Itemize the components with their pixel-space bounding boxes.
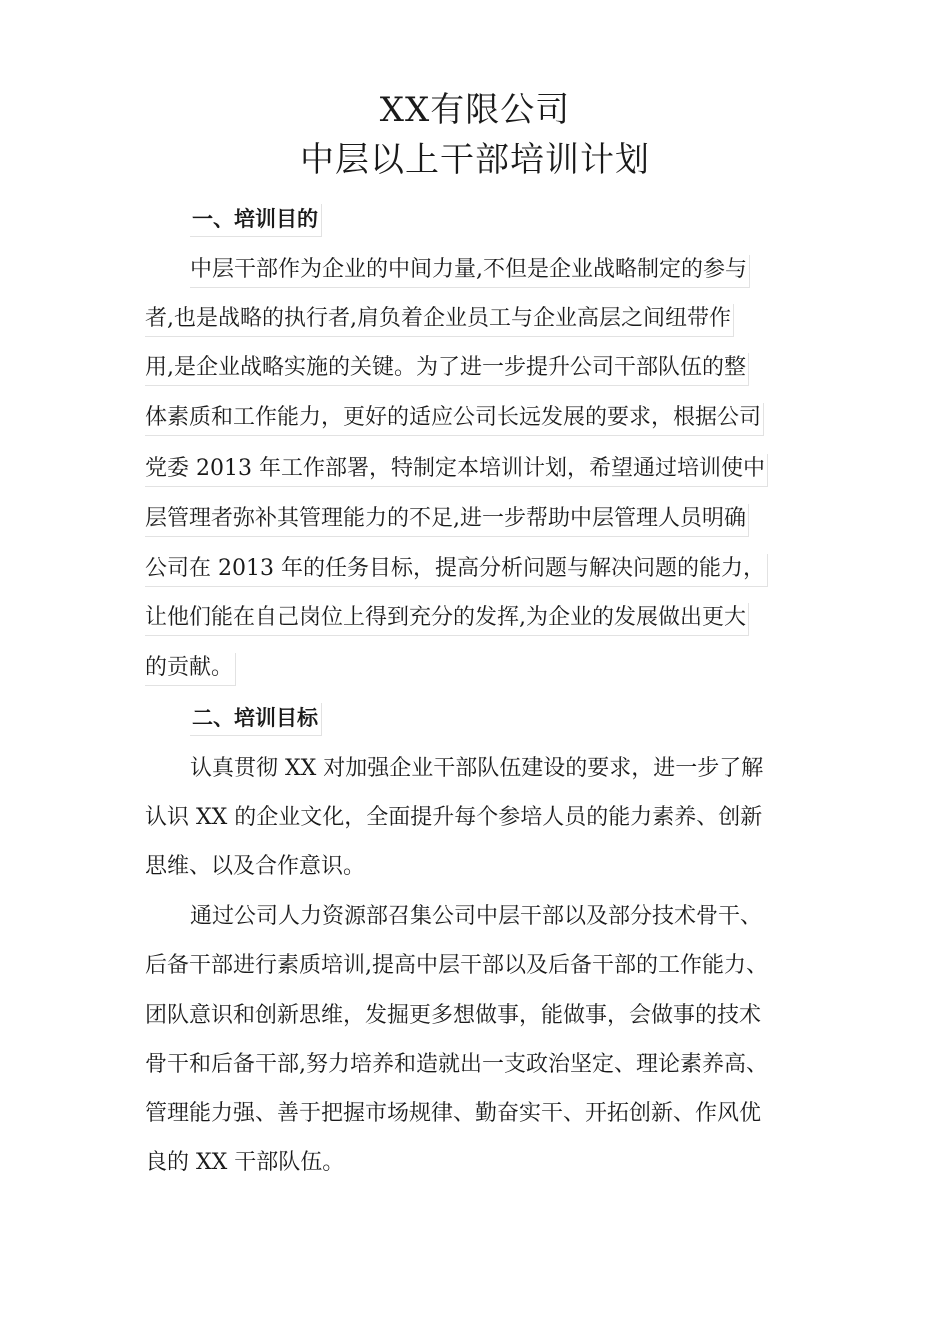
document-title-company: XX有限公司	[379, 90, 571, 130]
section-heading-goals: 二、培训目标	[190, 703, 322, 736]
paragraph-line: 的贡献。	[145, 653, 236, 686]
paragraph-line: 者,也是战略的执行者,肩负着企业员工与企业高层之间纽带作	[145, 304, 734, 337]
paragraph-line: 认真贯彻 XX 对加强企业干部队伍建设的要求，进一步了解	[190, 756, 764, 781]
paragraph-line: 团队意识和创新思维，发掘更多想做事，能做事，会做事的技术	[145, 1003, 762, 1028]
paragraph-line: 认识 XX 的企业文化，全面提升每个参培人员的能力素养、创新	[145, 805, 763, 830]
section-heading-purpose: 一、培训目的	[190, 204, 322, 237]
paragraph-line: 中层干部作为企业的中间力量,不但是企业战略制定的参与	[190, 255, 750, 288]
paragraph-line: 公司在 2013 年的任务目标，提高分析问题与解决问题的能力，	[145, 554, 768, 587]
paragraph-line: 层管理者弥补其管理能力的不足,进一步帮助中层管理人员明确	[145, 504, 749, 537]
paragraph-line: 通过公司人力资源部召集公司中层干部以及部分技术骨干、	[190, 904, 763, 929]
paragraph-line: 管理能力强、善于把握市场规律、勤奋实干、开拓创新、作风优	[145, 1101, 762, 1126]
paragraph-line: 良的 XX 干部队伍。	[145, 1150, 345, 1175]
paragraph-line: 用,是企业战略实施的关键。为了进一步提升公司干部队伍的整	[145, 353, 749, 386]
paragraph-line: 让他们能在自己岗位上得到充分的发挥,为企业的发展做出更大	[145, 603, 749, 636]
paragraph-line: 思维、以及合作意识。	[145, 854, 366, 879]
document-title-plan: 中层以上干部培训计划	[300, 140, 650, 180]
paragraph-line: 党委 2013 年工作部署，特制定本培训计划，希望通过培训使中	[145, 454, 768, 487]
paragraph-line: 体素质和工作能力，更好的适应公司长远发展的要求，根据公司	[145, 403, 764, 436]
paragraph-line: 后备干部进行素质培训,提高中层干部以及后备干部的工作能力、	[145, 953, 768, 978]
paragraph-line: 骨干和后备干部,努力培养和造就出一支政治坚定、理论素养高、	[145, 1052, 768, 1077]
